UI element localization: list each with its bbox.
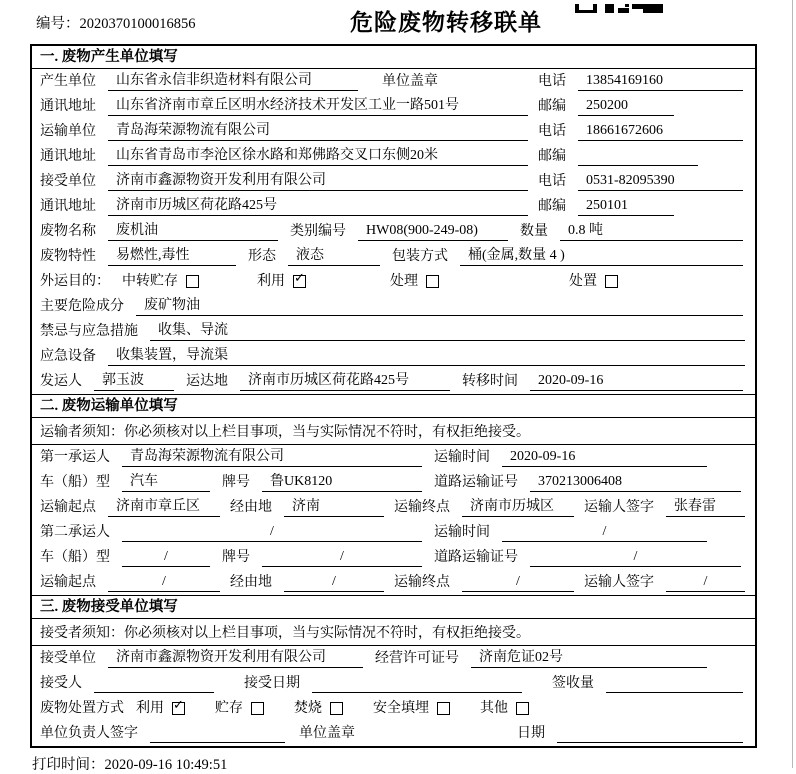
- checkbox-label: 焚烧: [294, 701, 322, 716]
- field-label: 禁忌与应急措施: [40, 324, 138, 339]
- field-value: 250101: [578, 196, 674, 216]
- field-label: 日期: [517, 726, 545, 741]
- field-value: 青岛海荣源物流有限公司: [108, 121, 528, 141]
- field-value: 2020-09-16: [530, 371, 743, 391]
- page-edge-line: [792, 0, 793, 768]
- field-value: 0.8 吨: [560, 221, 743, 241]
- checkbox-unchecked-icon: [186, 275, 199, 288]
- field-value: /: [122, 547, 210, 567]
- field-value: /: [502, 522, 707, 542]
- checkbox-unchecked-icon: [251, 702, 264, 715]
- field-label: 主要危险成分: [40, 299, 124, 314]
- page-title: 危险废物转移联单: [350, 10, 542, 35]
- field-value: 2020-09-16: [502, 447, 707, 467]
- field-value: [94, 674, 214, 693]
- checkbox-unchecked-icon: [605, 275, 618, 288]
- checkbox-label: 利用: [257, 274, 285, 289]
- row-right-column: [538, 171, 747, 191]
- checkbox-checked-icon: [293, 271, 306, 288]
- field-label: 通讯地址: [40, 99, 96, 114]
- field-label: 运输人签字: [584, 575, 654, 590]
- field-value: 郭玉波: [94, 371, 174, 391]
- field-label: 单位盖章: [382, 74, 438, 89]
- field-label: 邮编: [538, 199, 566, 214]
- section-header: 二. 废物运输单位填写: [32, 394, 755, 418]
- form-row: [32, 445, 755, 470]
- field-label: 经由地: [230, 575, 272, 590]
- field-label: 牌号: [222, 550, 250, 565]
- field-label: 运输单位: [40, 124, 96, 139]
- row-left-column: [40, 196, 538, 216]
- check-mark-icon: ✓: [294, 271, 305, 286]
- field-label: 产生单位: [40, 74, 96, 89]
- form-row: [32, 94, 755, 119]
- field-value: /: [530, 547, 741, 567]
- field-label: 接受日期: [244, 676, 300, 691]
- field-value: 山东省永信非织造材料有限公司: [108, 71, 358, 91]
- field-label: 通讯地址: [40, 149, 96, 164]
- field-value: 13854169160: [578, 71, 743, 91]
- field-value: 0531-82095390: [578, 171, 743, 191]
- field-label: 第二承运人: [40, 525, 110, 540]
- form-row: [32, 545, 755, 570]
- form-row: [32, 369, 755, 394]
- field-value: /: [122, 522, 422, 542]
- row-left-column: [40, 171, 538, 191]
- field-label: 形态: [248, 249, 276, 264]
- field-label: 废物特性: [40, 249, 96, 264]
- section-note: 接受者须知：你必须核对以上栏目事项，当与实际情况不符时，有权拒绝接受。: [32, 619, 755, 646]
- manifest-number-label: 编号：: [36, 16, 80, 32]
- form-row: [32, 495, 755, 520]
- row-left-column: [40, 121, 538, 141]
- check-mark-icon: ✓: [173, 698, 184, 713]
- field-label: 邮编: [538, 99, 566, 114]
- row-right-column: [538, 96, 747, 116]
- checkbox-item: [257, 272, 306, 291]
- field-label: 道路运输证号: [434, 550, 518, 565]
- field-value: 液态: [288, 246, 380, 266]
- checkbox-label: 其他: [480, 701, 508, 716]
- checkbox-label: 安全填埋: [373, 701, 429, 716]
- field-label: 运输人签字: [584, 500, 654, 515]
- field-label: 发运人: [40, 374, 82, 389]
- field-label: 废物处置方式: [40, 701, 124, 716]
- checkbox-item: [122, 272, 199, 291]
- field-value: [578, 147, 698, 166]
- checkbox-item: [569, 272, 618, 291]
- field-label: 接受人: [40, 676, 82, 691]
- form-row: [32, 671, 755, 696]
- field-value: 250200: [578, 96, 674, 116]
- field-value: 济南市鑫源物资开发利用有限公司: [108, 648, 363, 668]
- field-label: 单位盖章: [299, 726, 355, 741]
- field-value: /: [108, 572, 220, 592]
- form-row: [32, 520, 755, 545]
- field-value: [150, 724, 285, 743]
- form-row: [32, 119, 755, 144]
- field-label: 包装方式: [392, 249, 448, 264]
- checkbox-label: 贮存: [215, 701, 243, 716]
- field-value: /: [284, 572, 384, 592]
- field-label: 应急设备: [40, 349, 96, 364]
- form-row: [32, 194, 755, 219]
- field-label: 废物名称: [40, 224, 96, 239]
- field-value: /: [462, 572, 574, 592]
- field-value: 18661672606: [578, 121, 743, 141]
- field-label: 单位负责人签字: [40, 726, 138, 741]
- checkbox-item: [294, 699, 343, 718]
- checkbox-unchecked-icon: [437, 702, 450, 715]
- field-value: 济南市章丘区: [108, 497, 220, 517]
- field-value: 汽车: [122, 472, 210, 492]
- checkbox-item: [390, 272, 439, 291]
- field-label: 类别编号: [290, 224, 346, 239]
- row-right-column: [538, 71, 747, 91]
- field-value: HW08(900-249-08): [358, 221, 508, 241]
- field-value: 济南市历城区荷花路425号: [108, 196, 528, 216]
- field-value: 桶(金属,数量 4 ): [460, 246, 743, 266]
- field-label: 运输时间: [434, 450, 490, 465]
- form-row: [32, 570, 755, 595]
- field-value: 鲁UK8120: [262, 472, 422, 492]
- row-right-column: [538, 121, 747, 141]
- field-value: 易燃性,毒性: [108, 246, 236, 266]
- form-row: [32, 696, 755, 721]
- field-value: [606, 674, 743, 693]
- field-value: 山东省青岛市李沧区徐水路和郑佛路交叉口东侧20米: [108, 146, 528, 166]
- form-row: [32, 169, 755, 194]
- form-row: [32, 294, 755, 319]
- checkbox-item: [373, 699, 450, 718]
- field-label: 运输起点: [40, 575, 96, 590]
- field-value: 青岛海荣源物流有限公司: [122, 447, 422, 467]
- field-value: 济南市鑫源物资开发利用有限公司: [108, 171, 528, 191]
- section-header: 三. 废物接受单位填写: [32, 595, 755, 619]
- checkbox-item: [136, 699, 185, 718]
- field-label: 电话: [538, 174, 566, 189]
- field-label: 运输时间: [434, 525, 490, 540]
- field-label: 邮编: [538, 149, 566, 164]
- document-header: [0, 0, 796, 44]
- field-value: /: [262, 547, 422, 567]
- section-header: 一. 废物产生单位填写: [32, 46, 755, 69]
- field-label: 接受单位: [40, 651, 96, 666]
- field-value: 济南市历城区荷花路425号: [240, 371, 450, 391]
- field-value: 废矿物油: [136, 296, 743, 316]
- field-value: 废机油: [108, 221, 278, 241]
- field-label: 转移时间: [462, 374, 518, 389]
- checkbox-item: [480, 699, 529, 718]
- field-label: 经由地: [230, 500, 272, 515]
- form-row: [32, 144, 755, 169]
- field-label: 道路运输证号: [434, 475, 518, 490]
- manifest-number-value: 2020370100016856: [79, 16, 196, 32]
- field-label: 牌号: [222, 475, 250, 490]
- field-value: 收集、导流: [150, 321, 745, 341]
- row-left-column: [40, 146, 538, 166]
- checkbox-label: 利用: [136, 701, 164, 716]
- form-box: [30, 44, 757, 748]
- checkbox-label: 处理: [390, 274, 418, 289]
- checkbox-label: 中转贮存: [122, 274, 178, 289]
- form-row: [32, 646, 755, 671]
- field-label: 运输终点: [394, 500, 450, 515]
- checkbox-checked-icon: [172, 698, 185, 715]
- field-label: 外运目的：: [40, 274, 110, 289]
- field-label: 运输起点: [40, 500, 96, 515]
- field-label: 车（船）型: [40, 475, 110, 490]
- row-right-column: [538, 147, 747, 166]
- field-value: 收集装置，导流渠: [108, 346, 745, 366]
- field-value: 山东省济南市章丘区明水经济技术开发区工业一路501号: [108, 96, 528, 116]
- field-value: 济南: [284, 497, 384, 517]
- form-row: [32, 269, 755, 294]
- field-label: 经营许可证号: [375, 651, 459, 666]
- field-label: 车（船）型: [40, 550, 110, 565]
- section-note: 运输者须知：你必须核对以上栏目事项，当与实际情况不符时，有权拒绝接受。: [32, 418, 755, 445]
- field-label: 签收量: [552, 676, 594, 691]
- field-label: 电话: [538, 74, 566, 89]
- field-label: 运输终点: [394, 575, 450, 590]
- form-row: [32, 244, 755, 269]
- field-label: 通讯地址: [40, 199, 96, 214]
- field-label: 接受单位: [40, 174, 96, 189]
- field-value: 张春雷: [666, 497, 745, 517]
- qr-code-fragment: [575, 0, 663, 18]
- form-row: [32, 721, 755, 746]
- checkbox-unchecked-icon: [426, 275, 439, 288]
- row-left-column: [40, 71, 538, 91]
- field-label: 数量: [520, 224, 548, 239]
- field-label: 电话: [538, 124, 566, 139]
- form-row: [32, 69, 755, 94]
- form-row: [32, 319, 755, 344]
- field-value: 370213006408: [530, 472, 741, 492]
- checkbox-unchecked-icon: [516, 702, 529, 715]
- row-left-column: [40, 96, 538, 116]
- field-value: 济南危证02号: [471, 648, 707, 668]
- form-row: [32, 344, 755, 369]
- checkbox-item: [215, 699, 264, 718]
- print-time: 打印时间：2020-09-16 10:49:51: [32, 757, 228, 773]
- field-label: 运达地: [186, 374, 228, 389]
- field-label: 第一承运人: [40, 450, 110, 465]
- checkbox-unchecked-icon: [330, 702, 343, 715]
- form-row: [32, 219, 755, 244]
- field-value: 济南市历城区: [462, 497, 574, 517]
- field-value: [557, 724, 743, 743]
- field-value: [312, 674, 522, 693]
- field-value: /: [666, 572, 745, 592]
- row-right-column: [538, 196, 747, 216]
- form-row: [32, 470, 755, 495]
- checkbox-label: 处置: [569, 274, 597, 289]
